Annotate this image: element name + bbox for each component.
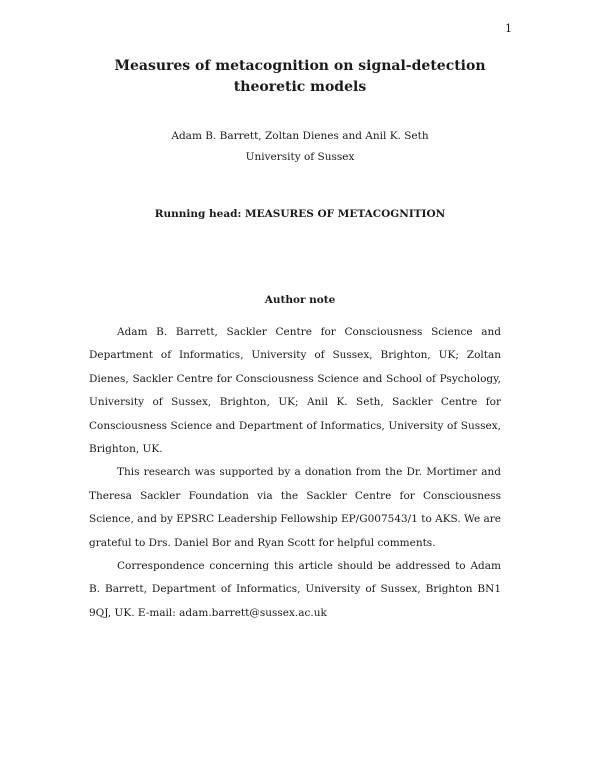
- paper-title: [0, 56, 600, 98]
- author-names: Adam B. Barrett, Zoltan Dienes and Anil K. Seth: [171, 130, 429, 142]
- title-line-1: Measures of metacognition on signal-detection: [114, 58, 486, 74]
- author-note-paragraph-correspondence: Correspondence concerning this article should be addressed to Adam B. Barrett, Department of Informatics, University of Sussex, Brighton BN1 9QJ, UK. E-mail: adam.barrett@sussex.ac.uk: [89, 560, 501, 619]
- page-number: 1: [505, 22, 512, 35]
- running-head: Running head: MEASURES OF METACOGNITION: [154, 208, 446, 220]
- author-note-paragraph-affiliations: Adam B. Barrett, Sackler Centre for Consciousness Science and Department of Informatics, University of Sussex, Brighton, UK; Zoltan Dienes, Sackler Centre for Consciousness Science and School of Psychology, University of Sussex, Brighton, UK; Anil K. Seth, Sackler Centre for Consciousness Science and Department of Informatics, University of Sussex, Brighton, UK.: [89, 326, 501, 456]
- title-line-2: theoretic models: [233, 79, 367, 95]
- author-note-body: [89, 321, 501, 625]
- author-affiliation: University of Sussex: [245, 151, 355, 163]
- author-note-paragraph-funding: This research was supported by a donation from the Dr. Mortimer and Theresa Sackler Foundation via the Sackler Centre for Consciousness Science, and by EPSRC Leadership Fellowship EP/G007543/1 to AKS. We are grateful to Drs. Daniel Bor and Ryan Scott for helpful comments.: [89, 466, 502, 549]
- author-block: [0, 126, 600, 168]
- author-note-heading: Author note: [264, 294, 336, 306]
